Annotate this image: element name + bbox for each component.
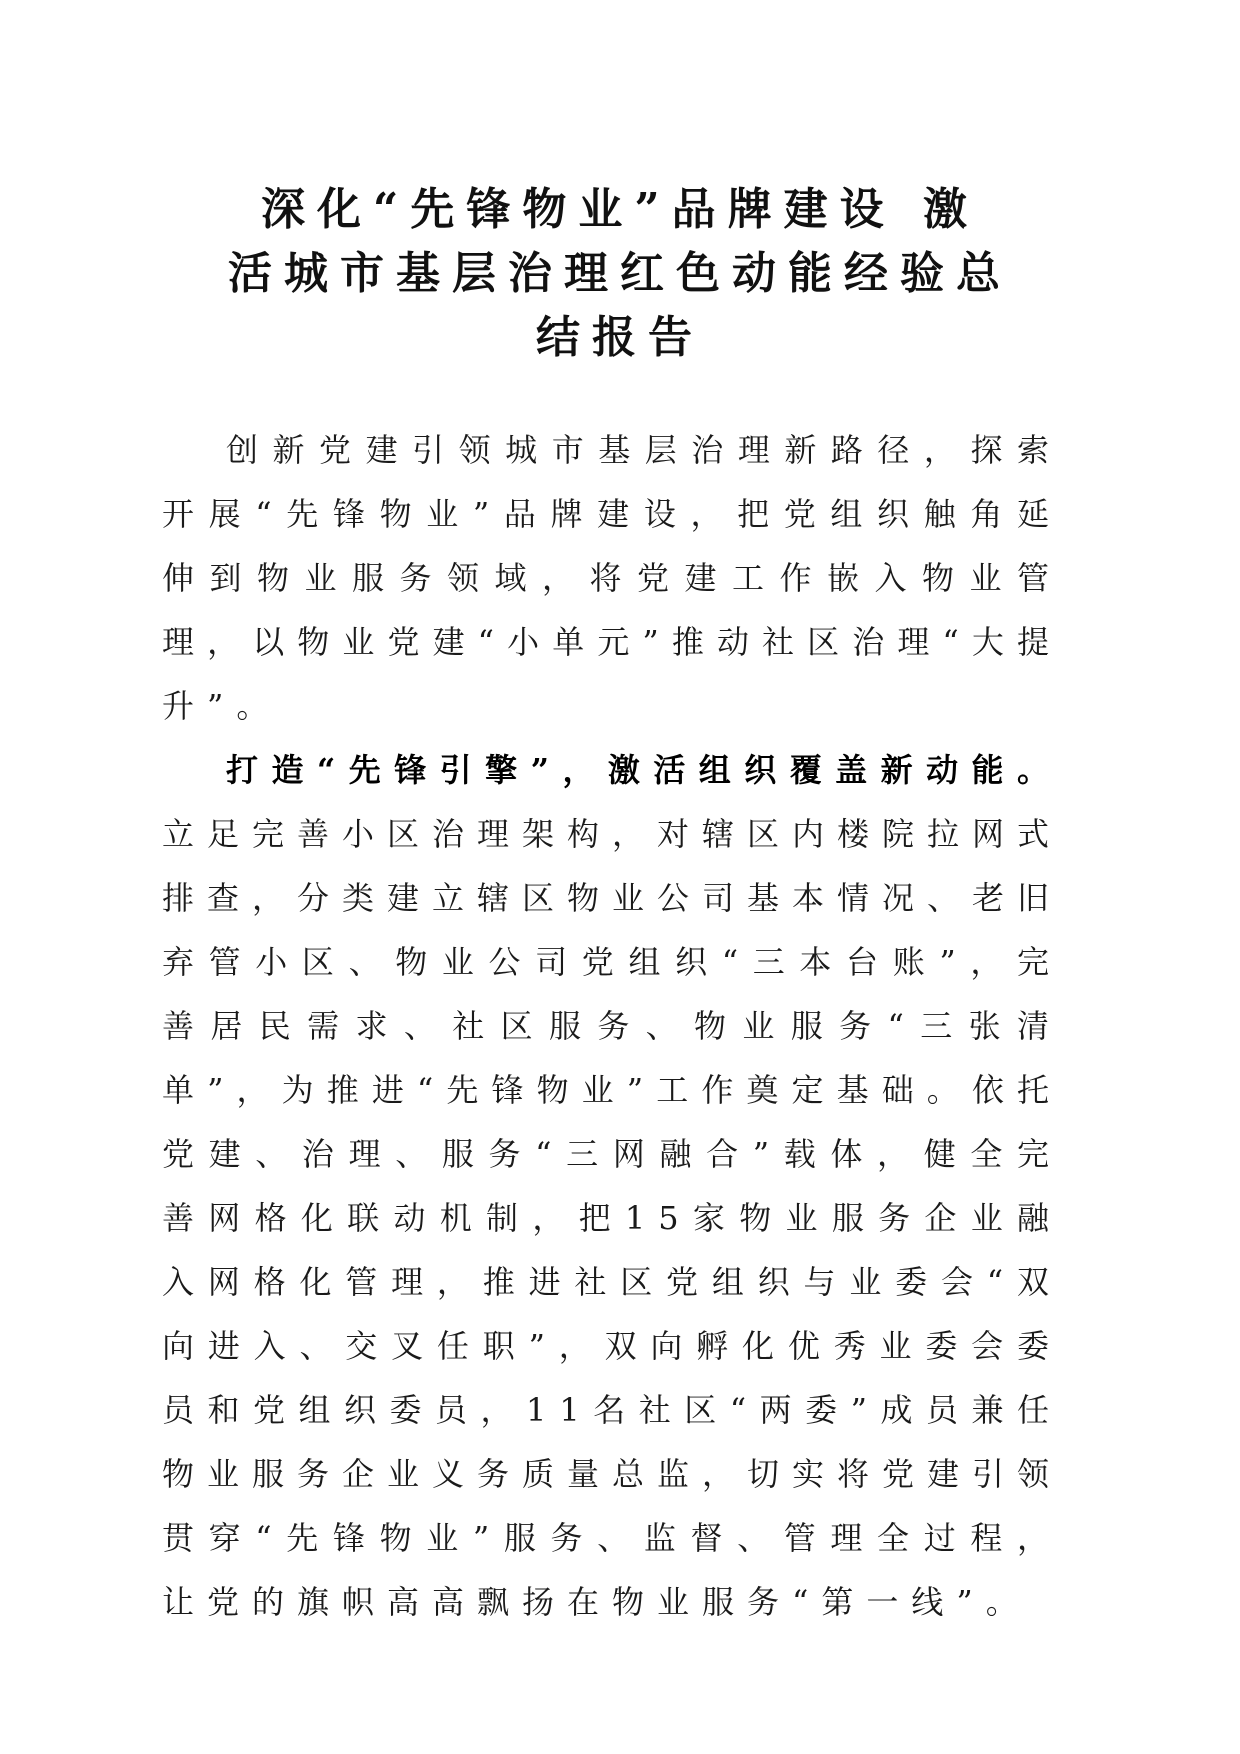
paragraph-intro-text: 创新党建引领城市基层治理新路径，探索开展“先锋物业”品牌建设，把党组织触角延伸到物业服务领域，将党建工作嵌入物业管理，以物业党建“小单元”推动社区治理“大提升”。 (162, 431, 1062, 725)
document-title (180, 178, 1060, 370)
title-line-2: 活城市基层治理红色动能经验总 (228, 248, 1012, 299)
section-1-heading: 打造“先锋引擎”，激活组织覆盖新动能。 (226, 751, 1062, 789)
document-body (162, 418, 1062, 1634)
paragraph-section-1 (162, 738, 1062, 1634)
paragraph-intro (162, 418, 1062, 738)
title-line-3: 结报告 (536, 312, 704, 363)
section-1-text: 立足完善小区治理架构，对辖区内楼院拉网式排查，分类建立辖区物业公司基本情况、老旧弃管小区、物业公司党组织“三本台账”，完善居民需求、社区服务、物业服务“三张清单”，为推进“先锋物业”工作奠定基础。依托党建、治理、服务“三网融合”载体，健全完善网格化联动机制，把15家物业服务企业融入网格化管理，推进社区党组织与业委会“双向进入、交叉任职”，双向孵化优秀业委会委员和党组织委员，11名社区“两委”成员兼任物业服务企业义务质量总监，切实将党建引领贯穿“先锋物业”服务、监督、管理全过程，让党的旗帜高高飘扬在物业服务“第一线”。 (162, 815, 1063, 1621)
title-line-1: 深化“先锋物业”品牌建设 激 (261, 184, 979, 235)
